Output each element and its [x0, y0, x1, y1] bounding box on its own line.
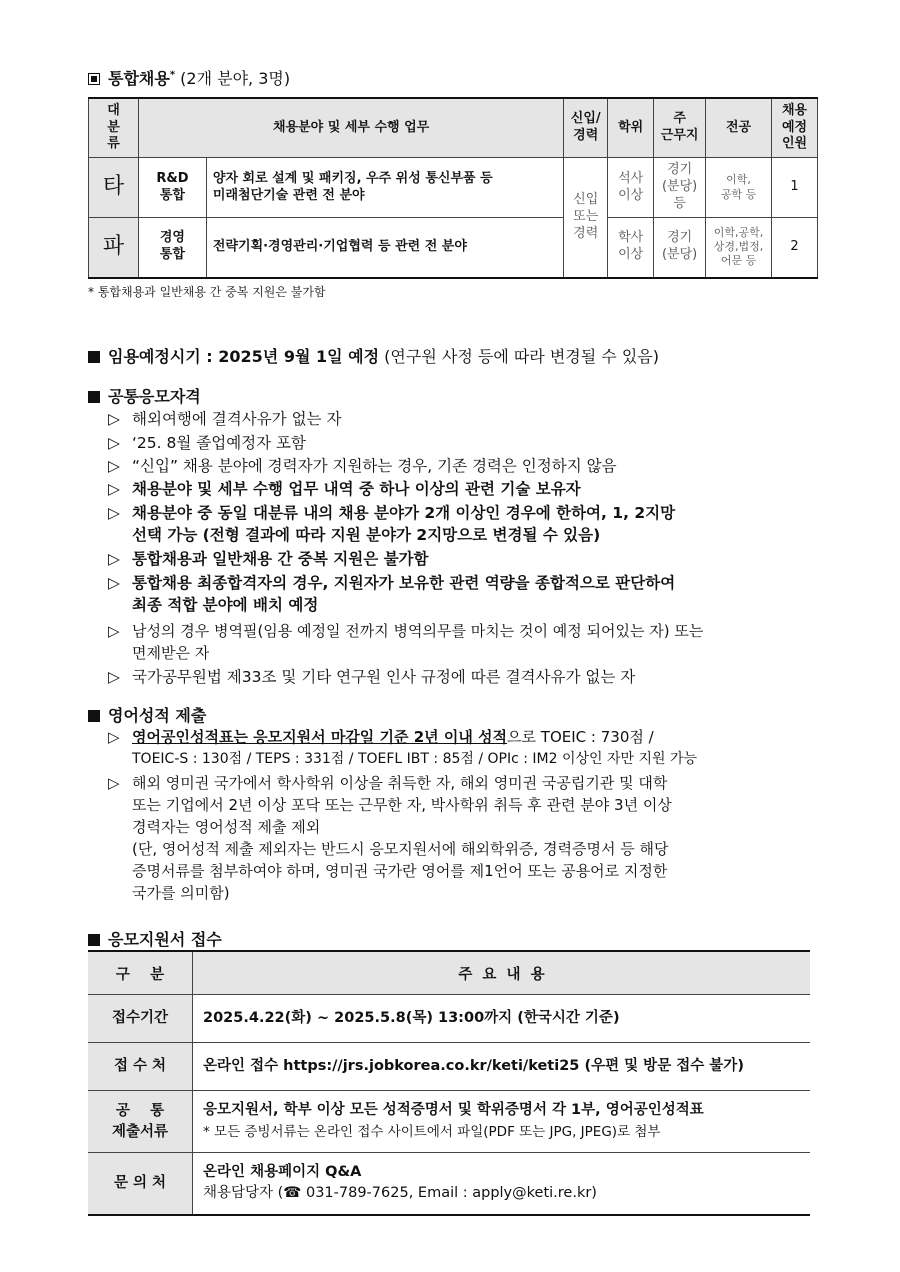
list-item: ▷ 채용분야 및 세부 수행 업무 내역 중 하나 이상의 관련 기술 보유자 — [108, 480, 581, 498]
list-item: ▷ “신입” 채용 분야에 경력자가 지원하는 경우, 기존 경력은 인정하지 않음 — [108, 457, 617, 475]
row-degree: 석사 이상 — [608, 158, 654, 218]
table-row — [88, 1153, 810, 1215]
row-subcategory: R&D 통합 — [138, 158, 206, 218]
row-major: 이학, 공학 등 — [706, 158, 772, 218]
table-row — [89, 218, 818, 278]
list-item: ▷ 해외 영미권 국가에서 학사학위 이상을 취득한 자, 해외 영미권 국공립기관 및 대학 또는 기업에서 2년 이상 포닥 또는 근무한 자, 박사학위 취득 후 관련 분야 3년 이상 경력자는 영어성적 제출 제외 (단, 영어성적 제출 제외자는 반드시 응모지원서에 해외학위증, 경력증명서 등 해당 증명서류를 첨부하여야 하며, 영미권 국가란 영어를 제1언어 또는 공용어로 지정한 국가를 의미함) — [108, 774, 672, 902]
row-label: 공 통 제출서류 — [88, 1091, 193, 1153]
table-row — [88, 1091, 810, 1153]
application-table-header — [88, 951, 810, 995]
row-count: 2 — [772, 218, 818, 278]
list-item: ▷ ‘25. 8월 졸업예정자 포함 — [108, 434, 307, 452]
row-subcategory: 경영 통합 — [138, 218, 206, 278]
list-item: ▷ 통합채용과 일반채용 간 중복 지원은 불가함 — [108, 550, 429, 568]
row-description: 전략기획·경영관리·기업협력 등 관련 전 분야 — [206, 218, 563, 278]
triangle-bullet-icon: ▷ — [108, 668, 120, 686]
hiring-section-title: 통합채용* (2개 분야, 3명) — [88, 66, 290, 89]
table-row — [88, 995, 810, 1043]
row-label: 접 수 처 — [88, 1043, 193, 1091]
header-major: 전공 — [706, 98, 772, 158]
row-location: 경기 (분당) — [654, 218, 706, 278]
qualifications-title: 공통응모자격 — [88, 384, 201, 407]
header-type: 신입/ 경력 — [564, 98, 608, 158]
header-content: 주 요 내 용 — [193, 951, 811, 995]
header-division: 구 분 — [88, 951, 193, 995]
list-item: ▷ 통합채용 최종합격자의 경우, 지원자가 보유한 관련 역량을 종합적으로 판단하여 최종 적합 분야에 배치 예정 — [108, 574, 676, 614]
row-category: 타 — [89, 158, 139, 218]
row-value: 온라인 접수 https://jrs.jobkorea.co.kr/keti/keti25 (우편 및 방문 접수 불가) — [193, 1043, 811, 1091]
triangle-bullet-icon: ▷ — [108, 574, 120, 592]
application-table — [88, 950, 810, 1216]
row-value: 응모지원서, 학부 이상 모든 성적증명서 및 학위증명서 각 1부, 영어공인성적표 * 모든 증빙서류는 온라인 접수 사이트에서 파일(PDF 또는 JPG, JPEG)로 첨부 — [193, 1091, 811, 1153]
row-type: 신입 또는 경력 — [564, 158, 608, 278]
row-degree: 학사 이상 — [608, 218, 654, 278]
row-label: 문 의 처 — [88, 1153, 193, 1215]
header-count: 채용 예정 인원 — [772, 98, 818, 158]
header-location: 주 근무지 — [654, 98, 706, 158]
checkbox-square-icon — [88, 73, 100, 85]
triangle-bullet-icon: ▷ — [108, 774, 120, 792]
square-bullet-icon — [88, 391, 100, 403]
table-row — [89, 158, 818, 218]
triangle-bullet-icon: ▷ — [108, 728, 120, 746]
row-major: 이학,공학, 상경,법정, 어문 등 — [706, 218, 772, 278]
list-item: ▷ 영어공인성적표는 응모지원서 마감일 기준 2년 이내 성적으로 TOEIC : 730점 / TOEIC-S : 130점 / TEPS : 331점 / TOEFL IBT : 85점 / OPIc : IM2 이상인 자만 지원 가능 — [108, 728, 698, 767]
table-row — [88, 1043, 810, 1091]
row-location: 경기 (분당) 등 — [654, 158, 706, 218]
application-title: 응모지원서 접수 — [88, 927, 222, 950]
triangle-bullet-icon: ▷ — [108, 457, 120, 475]
square-bullet-icon — [88, 934, 100, 946]
square-bullet-icon — [88, 710, 100, 722]
triangle-bullet-icon: ▷ — [108, 480, 120, 498]
header-field: 채용분야 및 세부 수행 업무 — [138, 98, 563, 158]
header-category: 대 분 류 — [89, 98, 139, 158]
list-item: ▷ 해외여행에 결격사유가 없는 자 — [108, 410, 342, 428]
hiring-table-note: * 통합채용과 일반채용 간 중복 지원은 불가함 — [88, 285, 326, 299]
row-value: 2025.4.22(화) ~ 2025.5.8(목) 13:00까지 (한국시간 기준) — [193, 995, 811, 1043]
triangle-bullet-icon: ▷ — [108, 504, 120, 522]
list-item: ▷ 국가공무원법 제33조 및 기타 연구원 인사 규정에 따른 결격사유가 없는 자 — [108, 668, 636, 686]
square-bullet-icon — [88, 351, 100, 363]
list-item: ▷ 채용분야 중 동일 대분류 내의 채용 분야가 2개 이상인 경우에 한하여, 1, 2지망 선택 가능 (전형 결과에 따라 지원 분야가 2지망으로 변경될 수 있음) — [108, 504, 676, 544]
schedule-line: 임용예정시기 : 2025년 9월 1일 예정 (연구원 사정 등에 따라 변경될 수 있음) — [88, 344, 659, 367]
row-count: 1 — [772, 158, 818, 218]
english-title: 영어성적 제출 — [88, 703, 206, 726]
triangle-bullet-icon: ▷ — [108, 410, 120, 428]
hiring-table — [88, 97, 818, 279]
row-category: 파 — [89, 218, 139, 278]
header-degree: 학위 — [608, 98, 654, 158]
hiring-table-header — [89, 98, 818, 158]
row-value: 온라인 채용페이지 Q&A 채용담당자 (☎ 031-789-7625, Email : apply@keti.re.kr) — [193, 1153, 811, 1215]
row-label: 접수기간 — [88, 995, 193, 1043]
triangle-bullet-icon: ▷ — [108, 434, 120, 452]
triangle-bullet-icon: ▷ — [108, 550, 120, 568]
row-description: 양자 회로 설계 및 패키징, 우주 위성 통신부품 등 미래첨단기술 관련 전 분야 — [206, 158, 563, 218]
list-item: ▷ 남성의 경우 병역필(임용 예정일 전까지 병역의무를 마치는 것이 예정 되어있는 자) 또는 면제받은 자 — [108, 622, 704, 662]
triangle-bullet-icon: ▷ — [108, 622, 120, 640]
